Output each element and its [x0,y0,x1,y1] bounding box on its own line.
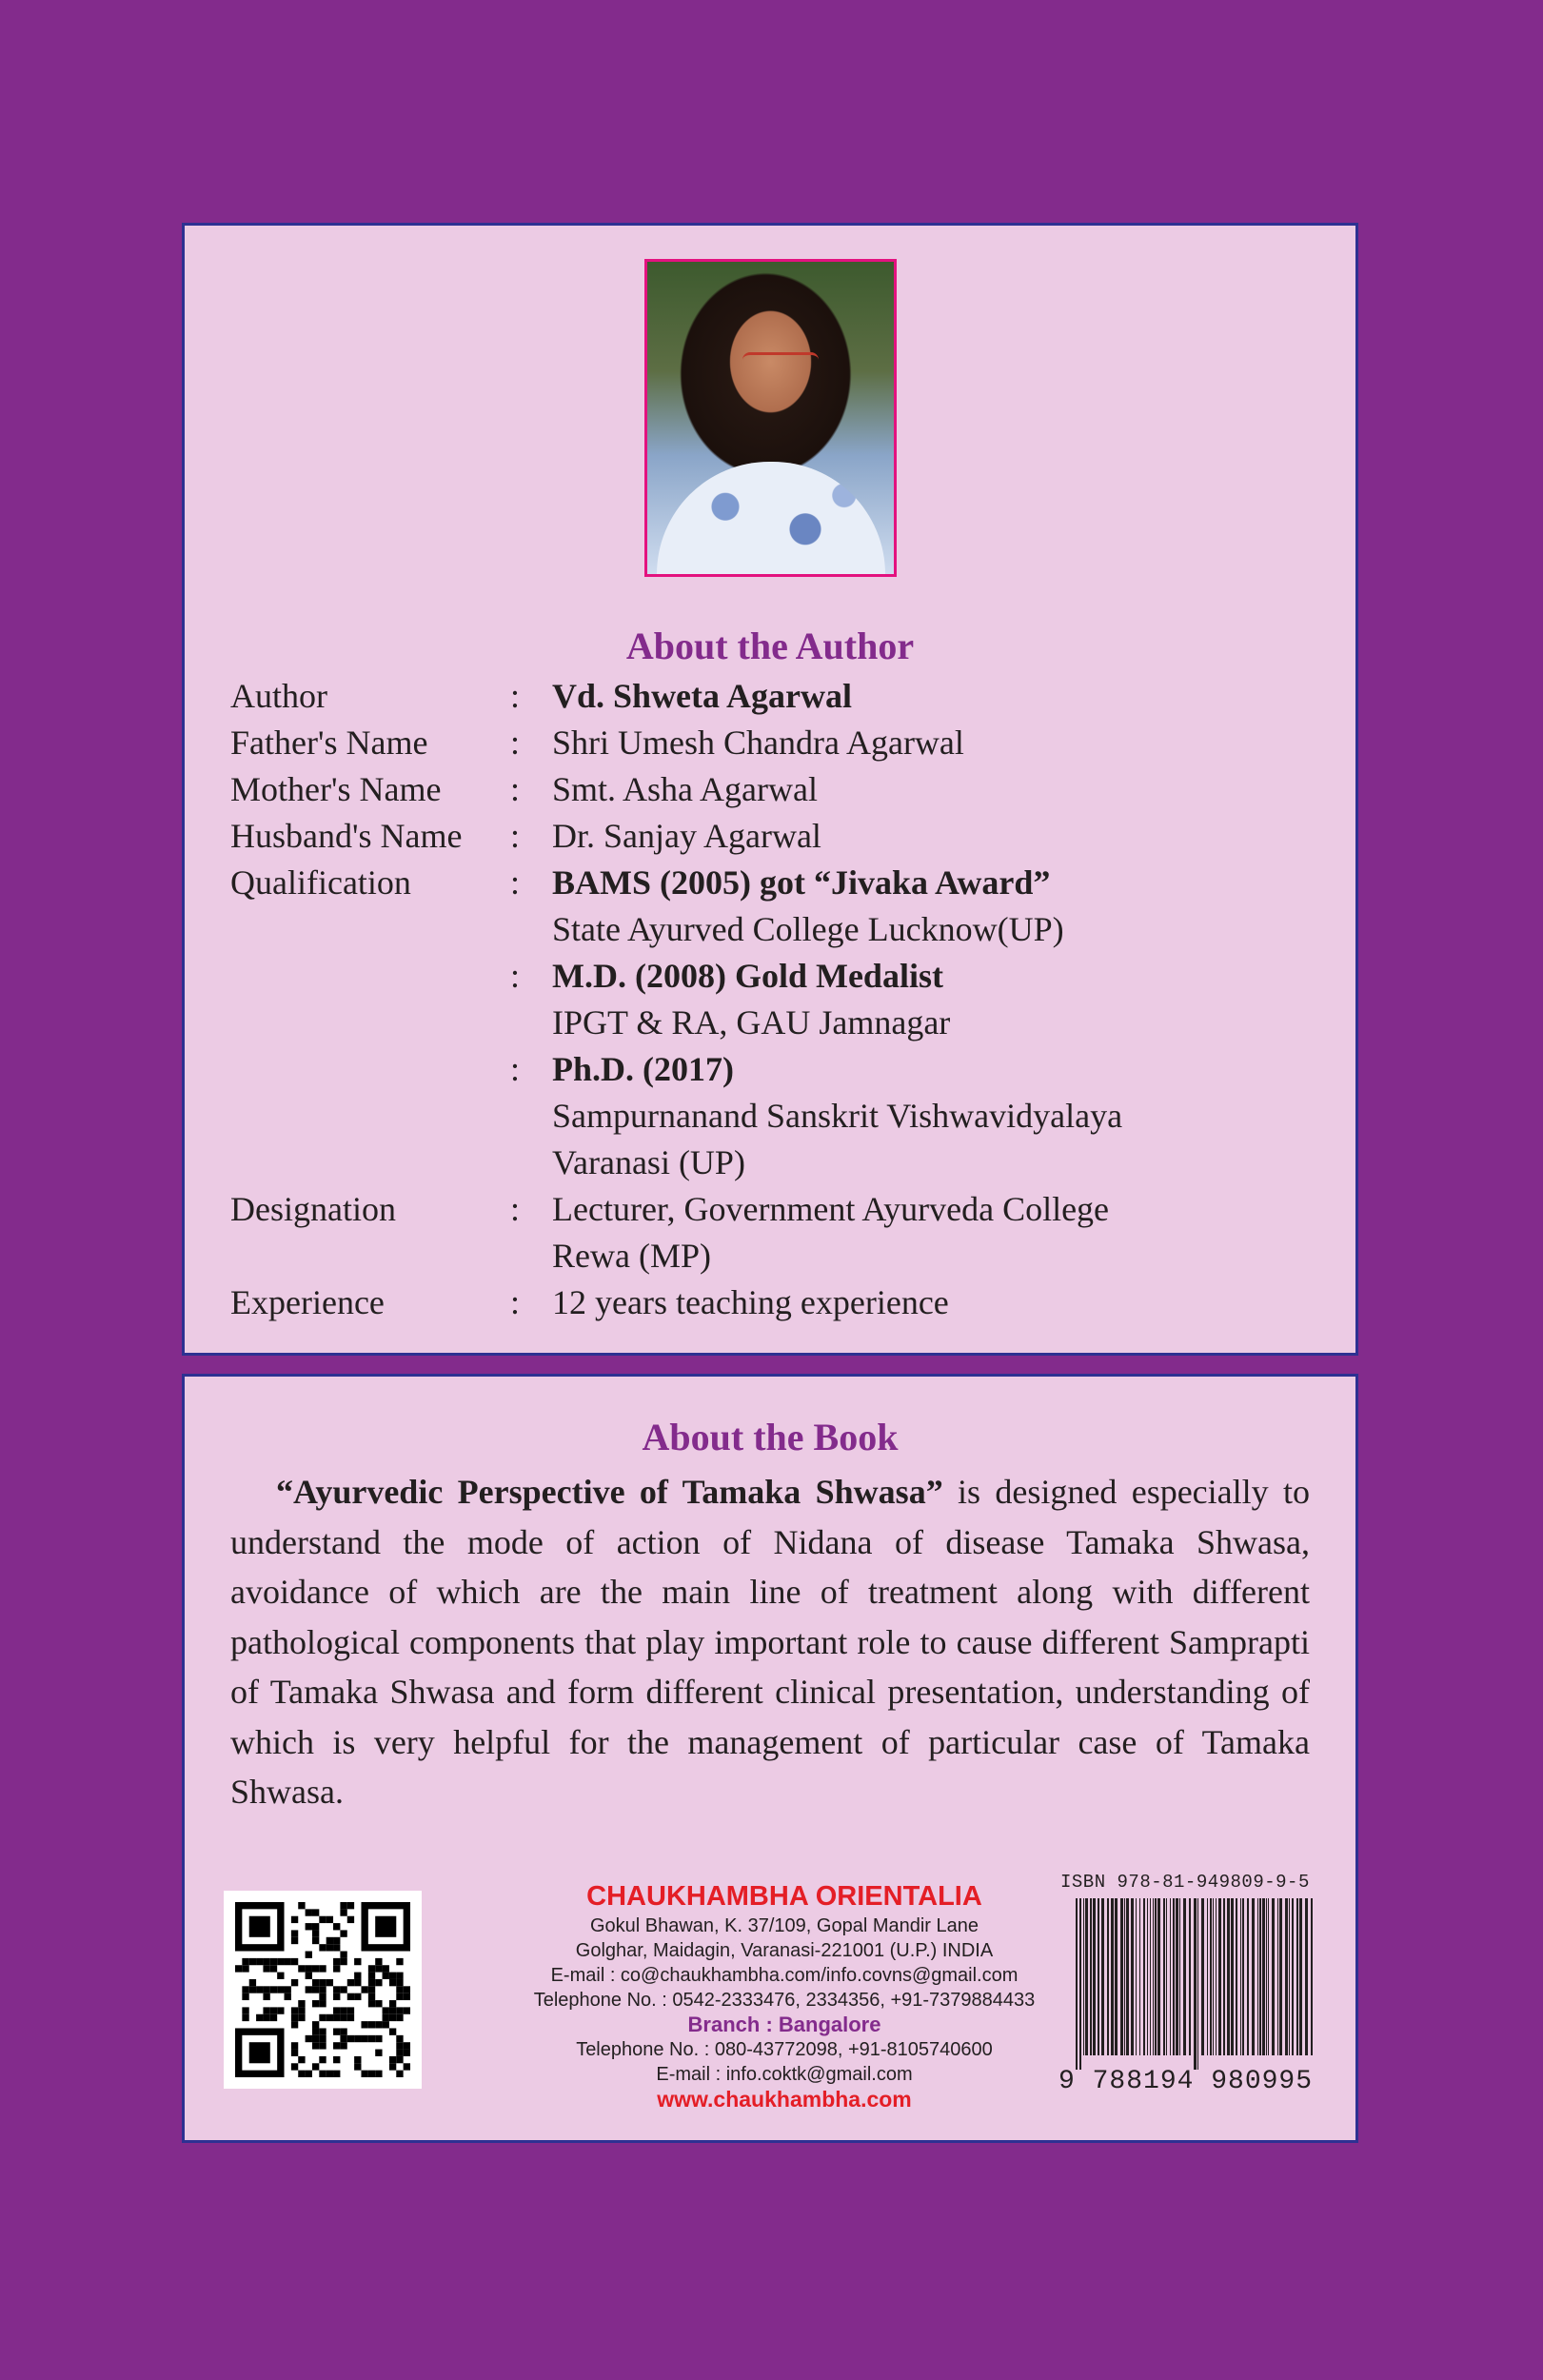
publisher-address-1: Gokul Bhawan, K. 37/109, Gopal Mandir Lane [589,1915,979,1936]
detail-colon: : [510,957,521,995]
detail-value [552,906,1325,953]
about-book-panel [182,1374,1358,2143]
detail-label: Mother's Name [230,770,442,808]
detail-label: Father's Name [230,724,428,762]
branch-telephone: Telephone No. : 080-43772098, +91-8105740600 [576,2039,993,2060]
publisher-email: E-mail : co@chaukhambha.com/info.covns@gmail.com [550,1965,1019,1986]
detail-value [552,1186,1325,1233]
detail-value [552,720,1325,766]
detail-label [230,953,510,1000]
detail-label: Experience [230,1283,385,1321]
detail-value [552,766,1325,813]
detail-value [552,1140,1325,1186]
detail-value-text: Smt. Asha Agarwal [552,770,818,808]
detail-row [230,1140,1325,1186]
book-title: “Ayurvedic Perspective of Tamaka Shwasa” [276,1473,943,1511]
detail-row [230,1279,1325,1326]
detail-value-text: 12 years teaching experience [552,1283,949,1321]
detail-colon [510,1000,552,1046]
detail-row [230,953,1325,1000]
detail-row [230,1093,1325,1140]
author-details [230,673,1325,1326]
detail-value [552,1000,1325,1046]
qr-code-icon [224,1891,422,2089]
detail-label [230,1093,510,1140]
detail-value-text: Vd. Shweta Agarwal [552,677,853,715]
detail-value [552,860,1325,906]
publisher-address-2: Golghar, Maidagin, Varanasi-221001 (U.P.) INDIA [575,1940,994,1961]
detail-value-text: State Ayurved College Lucknow(UP) [552,910,1064,948]
detail-value-text: Shri Umesh Chandra Agarwal [552,724,964,762]
detail-row [230,813,1325,860]
detail-colon [510,1233,552,1279]
branch-email: E-mail : info.coktk@gmail.com [656,2064,913,2085]
qr-code-graphic [235,1902,410,2077]
detail-colon: : [510,770,521,808]
publisher-info [442,1879,1127,2112]
detail-value [552,1093,1325,1140]
detail-row [230,673,1325,720]
detail-colon: : [510,863,521,902]
detail-row [230,1000,1325,1046]
detail-colon: : [510,677,521,715]
isbn-block [1058,1872,1344,2100]
publisher-website: www.chaukhambha.com [657,2087,912,2112]
detail-label [230,1000,510,1046]
detail-value-text: Varanasi (UP) [552,1143,745,1181]
detail-row [230,1046,1325,1093]
detail-label [230,1046,510,1093]
detail-colon: : [510,724,521,762]
publisher-name: CHAUKHAMBHA ORIENTALIA [586,1881,982,1912]
detail-colon [510,906,552,953]
detail-row [230,720,1325,766]
detail-value [552,813,1325,860]
detail-value-text: Dr. Sanjay Agarwal [552,817,821,855]
detail-value-text: Rewa (MP) [552,1237,711,1275]
detail-row [230,1233,1325,1279]
detail-label: Husband's Name [230,817,463,855]
book-body: is designed especially to understand the mode of action of Nidana of disease Tamaka Shwasa, avoidance of which are the main line of treatment along with different pathological components that play important role to cause different Samprapti of Tamaka Shwasa and form different clinical presentation, understanding of which is very helpful for the management of particular case of Tamaka Shwasa. [230,1473,1310,1811]
detail-row [230,1186,1325,1233]
detail-label: Author [230,677,327,715]
book-heading: About the Book [642,1416,899,1458]
author-shirt [657,462,885,574]
detail-colon: : [510,817,521,855]
detail-colon [510,1093,552,1140]
detail-value [552,953,1325,1000]
detail-row [230,906,1325,953]
detail-value [552,1279,1325,1326]
publisher-telephone: Telephone No. : 0542-2333476, 2334356, +91-7379884433 [533,1990,1036,2011]
detail-value-text: Ph.D. (2017) [552,1050,734,1088]
book-description [230,1467,1310,1817]
detail-label: Designation [230,1190,396,1228]
detail-label: Qualification [230,863,411,902]
detail-value-text: IPGT & RA, GAU Jamnagar [552,1003,951,1041]
detail-colon: : [510,1283,521,1321]
about-author-panel [182,223,1358,1356]
detail-label [230,906,510,953]
barcode-number: 9 788194 980995 [1058,2067,1314,2096]
detail-value [552,1046,1325,1093]
barcode-icon [1076,1898,1325,2070]
author-heading: About the Author [625,625,915,667]
detail-value-text: M.D. (2008) Gold Medalist [552,957,943,995]
detail-value-text: Sampurnanand Sanskrit Vishwavidyalaya [552,1097,1123,1135]
detail-colon: : [510,1050,521,1088]
isbn-label: ISBN 978-81-949809-9-5 [1060,1872,1310,1893]
detail-row [230,860,1325,906]
branch-label: Branch : Bangalore [687,2013,881,2036]
detail-value [552,673,1325,720]
detail-row [230,766,1325,813]
detail-label [230,1140,510,1186]
detail-colon: : [510,1190,521,1228]
detail-value-text: BAMS (2005) got “Jivaka Award” [552,863,1051,902]
detail-value [552,1233,1325,1279]
detail-label [230,1233,510,1279]
author-photo [644,259,897,577]
author-glasses [742,352,819,374]
detail-value-text: Lecturer, Government Ayurveda College [552,1190,1110,1228]
detail-colon [510,1140,552,1186]
